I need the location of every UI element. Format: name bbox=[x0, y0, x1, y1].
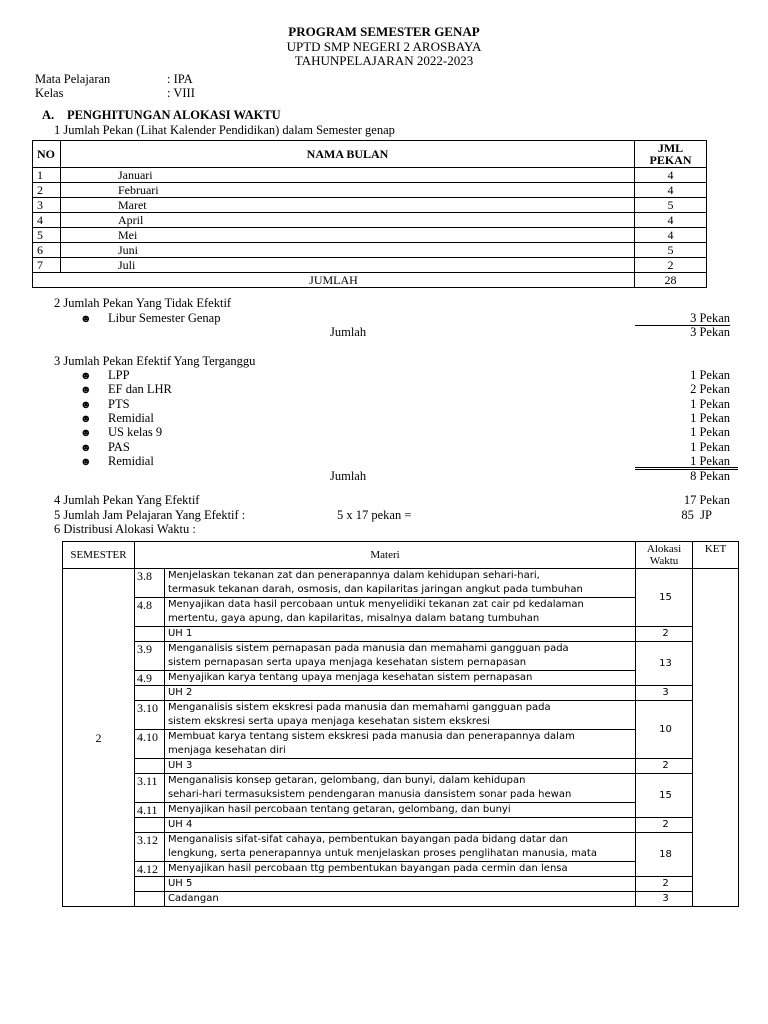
header-materi: Materi bbox=[134, 542, 635, 569]
month-table bbox=[32, 140, 707, 288]
section-title: PENGHITUNGAN ALOKASI WAKTU bbox=[67, 108, 281, 122]
item-3-title: 3 Jumlah Pekan Efektif Yang Terganggu bbox=[54, 354, 256, 368]
allocation-cell: 10 bbox=[636, 701, 693, 759]
academic-year: TAHUNPELAJARAN 2022-2023 bbox=[294, 53, 474, 68]
table-row: 4 April 4 bbox=[33, 213, 707, 228]
table-row: UH 3 2 bbox=[63, 759, 739, 774]
bullet-icon: ☻ bbox=[80, 456, 92, 468]
table-row: 7 Juli 2 bbox=[33, 258, 707, 273]
semester-value: 2 bbox=[63, 569, 135, 907]
item-3-entry-value: 1 Pekan bbox=[690, 411, 730, 425]
header-ket: KET bbox=[693, 542, 739, 569]
allocation-cell: 15 bbox=[636, 569, 693, 627]
allocation-cell: 2 bbox=[636, 627, 693, 642]
bullet-icon: ☻ bbox=[80, 370, 92, 382]
table-row: 4.11 Menyajikan hasil percobaan tentang getaran, gelombang, dan bunyi bbox=[63, 803, 739, 818]
table-row: 4.8 Menyajikan data hasil percobaan untuk menyelidiki tekanan zat cair pd kedalaman mertentu, gaya apung, dan kapilaritas, misalnya dalam batang tumbuhan bbox=[63, 598, 739, 627]
item-3-entry-label: EF dan LHR bbox=[108, 382, 172, 396]
table-row: UH 4 2 bbox=[63, 818, 739, 833]
item-3-entry-label: PTS bbox=[108, 397, 130, 411]
item-3-entry-label: PAS bbox=[108, 440, 130, 454]
table-row: 5 Mei 4 bbox=[33, 228, 707, 243]
item-3-entry-value: 1 Pekan bbox=[690, 397, 730, 411]
item-5-formula: 5 x 17 pekan = bbox=[337, 508, 412, 522]
item-5-title: 5 Jumlah Jam Pelajaran Yang Efektif : bbox=[54, 508, 246, 522]
class-value: : VIII bbox=[167, 86, 195, 100]
item-3-entry-label: LPP bbox=[108, 368, 130, 382]
item-4-value: 17 Pekan bbox=[683, 493, 730, 507]
allocation-cell: 2 bbox=[636, 818, 693, 833]
class-label: Kelas bbox=[35, 86, 64, 100]
item-3-entry-value: 1 Pekan bbox=[690, 440, 730, 454]
item-2-total-label: Jumlah bbox=[330, 325, 367, 339]
table-row: UH 2 3 bbox=[63, 686, 739, 701]
item-3-entry-label: US kelas 9 bbox=[108, 425, 163, 439]
bullet-icon: ☻ bbox=[80, 427, 92, 439]
bullet-icon: ☻ bbox=[80, 313, 92, 325]
table-row: UH 5 2 bbox=[63, 877, 739, 892]
item-5-value: 85 JP bbox=[681, 508, 712, 522]
item-3-entry-value: 1 Pekan bbox=[690, 425, 730, 439]
item-3-entry-value: 2 Pekan bbox=[690, 382, 730, 396]
bullet-icon: ☻ bbox=[80, 384, 92, 396]
table-row: 6 Juni 5 bbox=[33, 243, 707, 258]
subject-label: Mata Pelajaran bbox=[35, 72, 111, 86]
allocation-cell: 15 bbox=[636, 774, 693, 818]
header-alokasi: Alokasi Waktu bbox=[636, 542, 693, 569]
table-row: 3.11 Menganalisis konsep getaran, gelombang, dan bunyi, dalam kehidupan sehari-hari termasuksistem pendengaran manusia dansistem sonar pada hewan 15 bbox=[63, 774, 739, 803]
table-row: 2 Februari 4 bbox=[33, 183, 707, 198]
document-title: PROGRAM SEMESTER GENAP bbox=[288, 24, 480, 39]
allocation-cell: 2 bbox=[636, 877, 693, 892]
table-row: 4.9 Menyajikan karya tentang upaya menjaga kesehatan sistem pernapasan bbox=[63, 671, 739, 686]
total-row: JUMLAH 28 bbox=[33, 273, 707, 288]
item-2-entry-label: Libur Semester Genap bbox=[108, 311, 221, 325]
table-row: 2 3.8 Menjelaskan tekanan zat dan penerapannya dalam kehidupan sehari-hari, termasuk tekanan darah, osmosis, dan kapilaritas jaringan angkut pada tumbuhan 15 bbox=[63, 569, 739, 598]
table-row: 3.10 Menganalisis sistem ekskresi pada manusia dan memahami gangguan pada sistem ekskresi serta upaya menjaga kesehatan sistem ekskresi 10 bbox=[63, 701, 739, 730]
table-row: 1 Januari 4 bbox=[33, 168, 707, 183]
section-letter: A. bbox=[42, 108, 55, 122]
item-1-title: 1 Jumlah Pekan (Lihat Kalender Pendidikan) dalam Semester genap bbox=[54, 123, 395, 137]
header-month-name: NAMA BULAN bbox=[60, 141, 634, 168]
item-3-total-label: Jumlah bbox=[330, 469, 367, 483]
item-6-title: 6 Distribusi Alokasi Waktu : bbox=[54, 522, 196, 536]
table-row: 4.12 Menyajikan hasil percobaan ttg pembentukan bayangan pada cermin dan lensa bbox=[63, 862, 739, 877]
header-semester: SEMESTER bbox=[63, 542, 135, 569]
item-3-entry-label: Remidial bbox=[108, 454, 154, 468]
item-2-title: 2 Jumlah Pekan Yang Tidak Efektif bbox=[54, 296, 232, 310]
allocation-cell: 3 bbox=[636, 686, 693, 701]
header-no: NO bbox=[33, 141, 61, 168]
item-3-entry-value: 1 Pekan bbox=[690, 368, 730, 382]
allocation-cell: 3 bbox=[636, 892, 693, 907]
bullet-icon: ☻ bbox=[80, 399, 92, 411]
school-name: UPTD SMP NEGERI 2 AROSBAYA bbox=[286, 39, 482, 54]
bullet-icon: ☻ bbox=[80, 442, 92, 454]
item-3-entry-value: 1 Pekan bbox=[690, 454, 730, 468]
header-weeks: JML PEKAN bbox=[635, 141, 707, 168]
distribution-table bbox=[62, 541, 739, 907]
allocation-cell: 13 bbox=[636, 642, 693, 686]
table-row: 4.10 Membuat karya tentang sistem ekskresi pada manusia dan penerapannya dalam menjaga kesehatan diri bbox=[63, 730, 739, 759]
bullet-icon: ☻ bbox=[80, 413, 92, 425]
table-row: 3.12 Menganalisis sifat-sifat cahaya, pembentukan bayangan pada bidang datar dan lengkung, serta penerapannya untuk menjelaskan proses penglihatan manusia, mata 18 bbox=[63, 833, 739, 862]
subject-value: : IPA bbox=[167, 72, 193, 86]
table-row: 3.9 Menganalisis sistem pernapasan pada manusia dan memahami gangguan pada sistem pernapasan serta upaya menjaga kesehatan sistem pernapasan 13 bbox=[63, 642, 739, 671]
allocation-cell: 18 bbox=[636, 833, 693, 877]
table-row: 3 Maret 5 bbox=[33, 198, 707, 213]
item-2-total-value: 3 Pekan bbox=[690, 325, 730, 339]
allocation-cell: 2 bbox=[636, 759, 693, 774]
table-row: Cadangan 3 bbox=[63, 892, 739, 907]
item-3-entry-label: Remidial bbox=[108, 411, 154, 425]
item-3-total-value: 8 Pekan bbox=[690, 469, 730, 483]
ket-cell bbox=[693, 569, 739, 907]
item-4-title: 4 Jumlah Pekan Yang Efektif bbox=[54, 493, 200, 507]
item-2-entry-value: 3 Pekan bbox=[690, 311, 730, 325]
table-row: UH 1 2 bbox=[63, 627, 739, 642]
